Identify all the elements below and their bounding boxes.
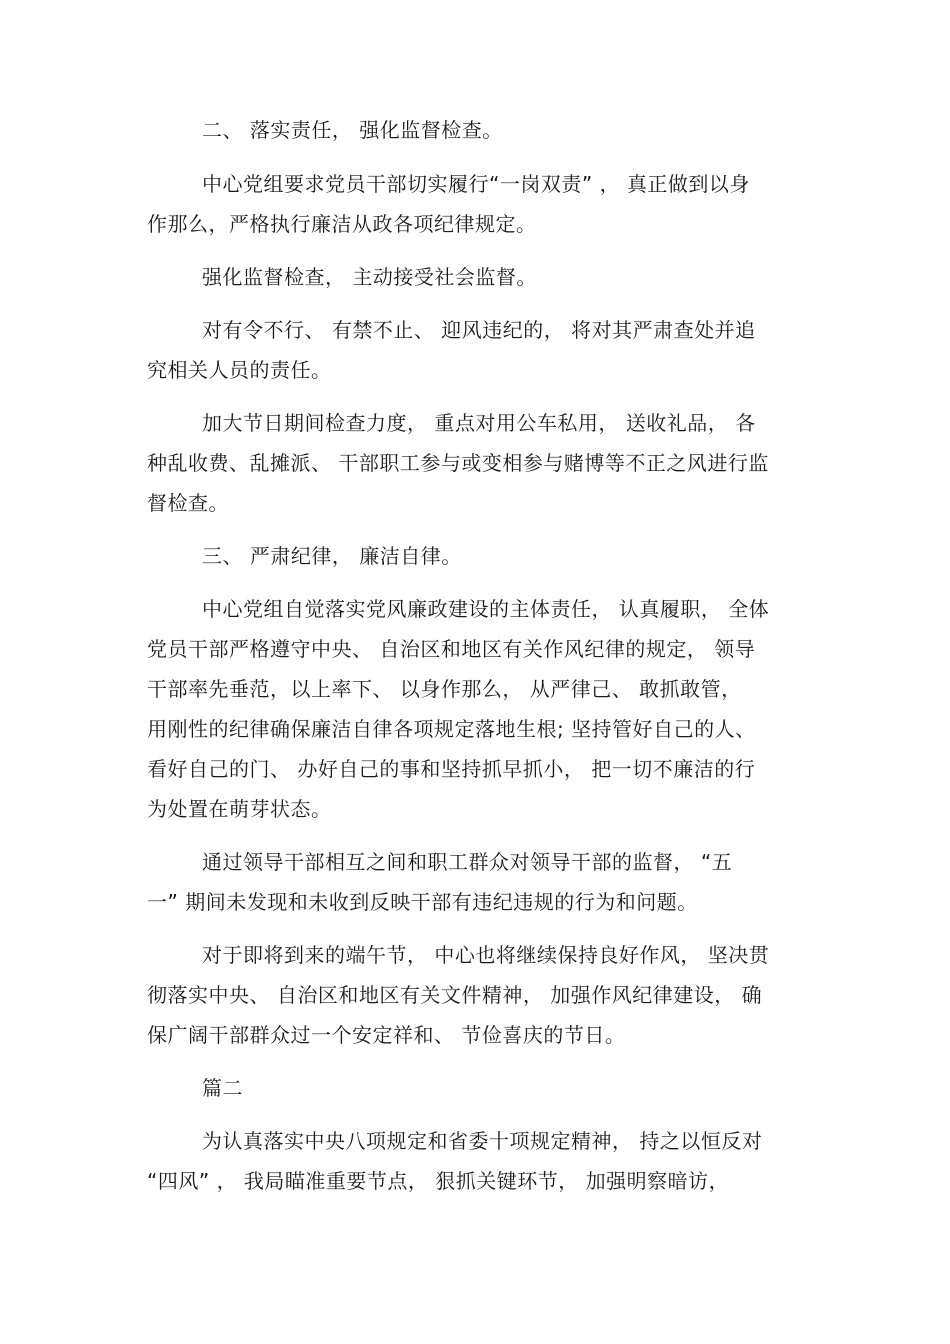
paragraph-line: 作那么，严格执行廉洁从政各项纪律规定。 [147,212,537,236]
paragraph-line: 看好自己的门、 办好自己的事和坚持抓早抓小， 把一切不廉洁的行 [147,757,756,781]
paragraph-line: 中心党组自觉落实党风廉政建设的主体责任， 认真履职， 全体 [202,597,770,621]
paragraph-line: 通过领导干部相互之间和职工群众对领导干部的监督， “五 [202,850,733,874]
paragraph-line: 对于即将到来的端午节， 中心也将继续保持良好作风， 坚决贯 [202,943,770,967]
section-heading: 二、 落实责任， 强化监督检查。 [202,118,503,142]
paragraph-line: “四风” ， 我局瞄准重要节点， 狠抓关键环节， 加强明察暗访， [147,1169,730,1193]
paragraph-line: 一” 期间未发现和未收到反映干部有违纪违规的行为和问题。 [147,890,698,914]
paragraph-line: 强化监督检查， 主动接受社会监督。 [202,265,537,289]
paragraph-line: 干部率先垂范，以上率下、 以身作那么， 从严律己、 敢抓敢管， [147,677,742,701]
section-heading: 篇二 [202,1076,243,1100]
paragraph-line: 中心党组要求党员干部切实履行“一岗双责” ， 真正做到以身 [202,172,750,196]
paragraph-line: 为处置在萌芽状态。 [147,797,332,821]
section-heading: 三、 严肃纪律， 廉洁自律。 [202,544,462,568]
paragraph-line: 用刚性的纪律确保廉洁自律各项规定落地生根; 坚持管好自己的人、 [147,717,756,741]
paragraph-line: 彻落实中央、 自治区和地区有关文件精神， 加强作风纪律建设， 确 [147,983,763,1007]
paragraph-line: 种乱收费、乱摊派、 干部职工参与或变相参与赌博等不正之风进行监 [147,451,769,475]
paragraph-line: 督检查。 [147,491,229,515]
paragraph-line: 加大节日期间检查力度， 重点对用公车私用， 送收礼品， 各 [202,411,756,435]
paragraph-line: 党员干部严格遵守中央、 自治区和地区有关作风纪律的规定， 领导 [147,637,756,661]
paragraph-line: 究相关人员的责任。 [147,358,332,382]
paragraph-line: 保广阔干部群众过一个安定祥和、 节俭喜庆的节日。 [147,1023,626,1047]
paragraph-line: 对有令不行、 有禁不止、 迎风违纪的， 将对其严肃查处并追 [202,318,756,342]
paragraph-line: 为认真落实中央八项规定和省委十项规定精神， 持之以恒反对 [202,1129,763,1153]
